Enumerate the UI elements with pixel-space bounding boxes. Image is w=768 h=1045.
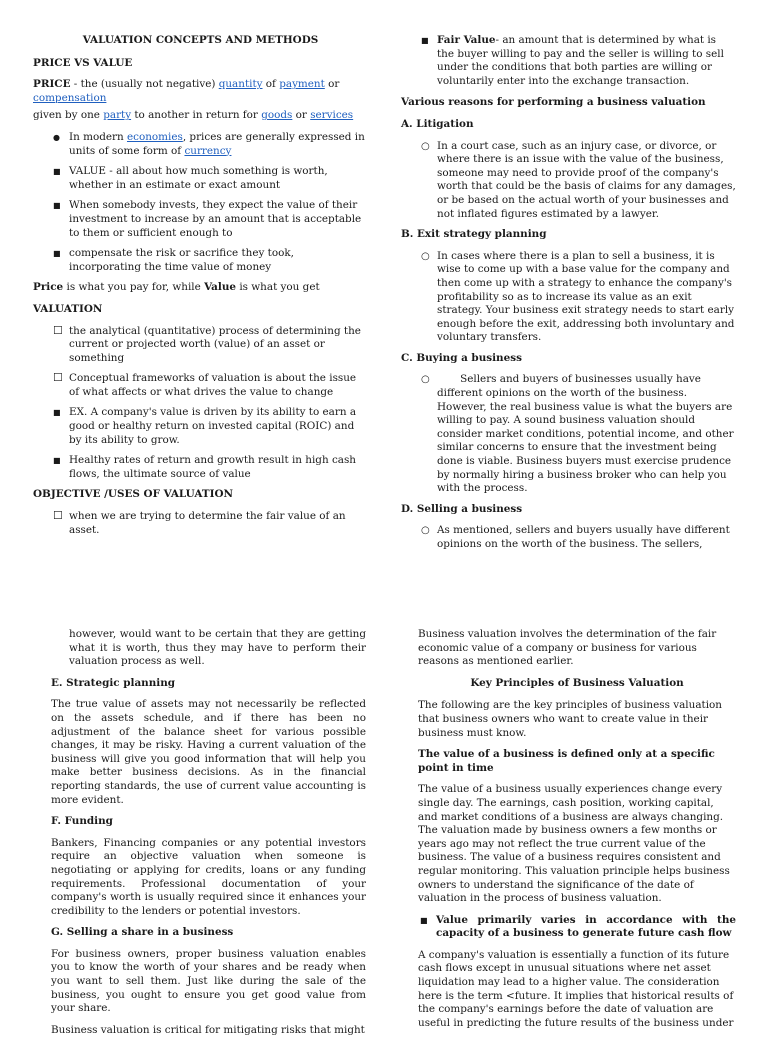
square-bullet-icon: ■ xyxy=(53,249,61,259)
principle-2-heading: ■ Value primarily varies in accordance with the capacity of a business to generate future cash flow xyxy=(420,913,736,940)
compensation-link[interactable]: compensation xyxy=(33,91,107,104)
list-item: ○ As mentioned, sellers and buyers usually have different opinions on the worth of the business. The sellers, xyxy=(421,524,730,550)
price-term: PRICE xyxy=(33,78,71,91)
principle-1-text: The value of a business usually experiences change every single day. The earnings, cash position, working capital, and market conditions of a business are always changing. The valuation made by business owners a few months or years ago may not reflect the true current value of the business. The value of a business requires consistent and regular monitoring. This valuation principle helps business owners to understand the significance of the date of valuation in the process of business valuation. xyxy=(418,783,730,905)
price-value-line: Price is what you pay for, while Value is what you get xyxy=(33,281,320,294)
square-bullet-icon: ■ xyxy=(421,36,429,45)
price-definition: PRICE - the (usually not negative) quantity of payment or compensation xyxy=(33,78,340,104)
list-item: ■ Fair Value- an amount that is determined by what is the buyer willing to pay and the seller is willing to sell under the conditions that both parties are willing or voluntarily enter into the exchange transaction. xyxy=(421,34,724,87)
economies-link[interactable]: economies xyxy=(126,130,183,143)
list-item: ☐ the analytical (quantitative) process of determining the current or projected worth (value) of an asset or something xyxy=(53,323,361,364)
page-2 xyxy=(0,610,768,1036)
section-c-list xyxy=(401,373,736,495)
doc-title: VALUATION CONCEPTS AND METHODS xyxy=(82,34,319,46)
principle-2-text: A company's valuation is essentially a function of its future cash flows except in unusual situations where net asset liquidation may lead to a higher value. The consideration here is the term <future. It implies that historical results of the company's earnings before the date of valuation are useful in predicting the future results of the business under xyxy=(418,948,734,1029)
square-bullet-icon: ■ xyxy=(53,167,61,177)
section-a-heading: A. Litigation xyxy=(401,117,474,130)
intro-text: Business valuation involves the determination of the fair economic value of a company or business for various reasons as mentioned earlier. xyxy=(418,628,717,668)
price-vs-value-heading: PRICE VS VALUE xyxy=(33,56,133,69)
section-e-heading: E. Strategic planning xyxy=(51,676,176,689)
page2-right-column xyxy=(418,628,736,1038)
list-item: ☐ Conceptual frameworks of valuation is about the issue of what affects or what drives the value to change xyxy=(53,371,357,398)
circle-bullet-icon: ○ xyxy=(421,140,430,152)
square-bullet-icon: ■ xyxy=(53,408,61,418)
list-item: ■ EX. A company's value is driven by its ability to earn a good or healthy return on invested capital (ROIC) and by its ability to grow. xyxy=(53,406,357,446)
list-item: ● In modern economies, prices are generally expressed in units of some form of currency xyxy=(53,130,365,157)
list-item: ○ Sellers and buyers of businesses usually have different opinions on the worth of the business. However, the real business value is what the buyers are willing to pay. A sound business valuation should consider market conditions, potential income, and other similar concerns to ensure that the investment being done is viable. Business buyers must exercise prudence by normally hiring a business broker who can help you with the process. xyxy=(421,373,737,495)
checkbox-bullet-icon: ☐ xyxy=(53,323,63,337)
partial-text: Business valuation is critical for mitigating risks that might xyxy=(51,1023,365,1036)
circle-bullet-icon: ○ xyxy=(421,374,430,386)
objective-heading: OBJECTIVE /USES OF VALUATION xyxy=(33,488,234,501)
reasons-heading: Various reasons for performing a business valuation xyxy=(401,96,706,109)
bullet-icon: ● xyxy=(53,132,60,142)
list-item: ○ In a court case, such as an injury case, or divorce, or where there is an issue with the value of the business, someone may need to provide proof of the company's worth that could be the basis of claims for any damages, or be based on the actual worth of your businesses and not inflated figures estimated by a lawyer. xyxy=(421,139,736,220)
section-d-list xyxy=(401,524,736,551)
section-b-heading: B. Exit strategy planning xyxy=(401,228,547,241)
fair-value-term: Fair Value xyxy=(437,34,496,46)
list-item: ☐ when we are trying to determine the fair value of an asset. xyxy=(53,509,346,536)
currency-link[interactable]: currency xyxy=(184,144,232,157)
objective-list xyxy=(33,510,368,537)
valuation-list xyxy=(33,325,368,482)
key-principles-title: Key Principles of Business Valuation xyxy=(470,676,684,689)
principle-1-heading: The value of a business is defined only at a specific point in time xyxy=(418,748,715,774)
square-bullet-icon: ■ xyxy=(420,914,428,925)
section-g-heading: G. Selling a share in a business xyxy=(51,926,234,939)
circle-bullet-icon: ○ xyxy=(421,250,430,262)
section-f-heading: F. Funding xyxy=(51,815,113,828)
fair-value-list xyxy=(401,34,736,88)
checkbox-bullet-icon: ☐ xyxy=(53,509,63,523)
list-item: ■ VALUE - all about how much something is worth, whether in an estimate or exact amount xyxy=(53,165,328,191)
given-line: given by one party to another in return for goods or services xyxy=(33,109,354,122)
square-bullet-icon: ■ xyxy=(53,456,61,466)
continued-text: however, would want to be certain that they are getting what it is worth, thus they may have to perform their valuation process as well. xyxy=(69,628,366,668)
list-item: ■ compensate the risk or sacrifice they took, incorporating the time value of money xyxy=(53,247,294,273)
services-link[interactable]: services xyxy=(310,109,354,122)
section-d-heading: D. Selling a business xyxy=(401,502,523,515)
section-f-text: Bankers, Financing companies or any potential investors require an objective valuation when someone is negotiating or applying for credits, loans or any funding requirements. Professional documentation of your company's worth is usually required since it enhances your credibility to the lenders or potential investors. xyxy=(51,836,366,917)
section-g-text: For business owners, proper business valuation enables you to know the worth of your shares and be ready when you want to sell them. Just like during the sale of the business, you ought to ensure you get good value from your share. xyxy=(51,947,366,1015)
payment-link[interactable]: payment xyxy=(279,78,325,91)
section-e-text: The true value of assets may not necessarily be reflected on the assets schedule, and if there has been no adjustment of the balance sheet for various possible changes, it may be risky. Having a current valuation of the business will give you good information that will help you make better business decisions. As in the financial reporting standards, the use of current value accounting is more evident. xyxy=(51,698,366,806)
key-intro-text: The following are the key principles of business valuation that business owners who want to create value in their business must know. xyxy=(418,699,722,739)
valuation-heading: VALUATION xyxy=(33,302,103,315)
circle-bullet-icon: ○ xyxy=(421,525,430,537)
section-a-list xyxy=(401,140,736,222)
party-link[interactable]: party xyxy=(103,109,132,122)
list-item: ○ In cases where there is a plan to sell a business, it is wise to come up with a base value for the company and then come up with a strategy to enhance the company's profitability so as to increase its value as an exit strategy. Your business exit strategy needs to start early enough before the exit, addressing both involuntary and voluntary transfers. xyxy=(421,249,735,344)
quantity-link[interactable]: quantity xyxy=(218,78,263,91)
section-c-heading: C. Buying a business xyxy=(401,351,522,364)
checkbox-bullet-icon: ☐ xyxy=(53,371,63,385)
list-item: ■ Healthy rates of return and growth result in high cash flows, the ultimate source of value xyxy=(53,454,356,480)
page2-left-column xyxy=(51,628,366,1045)
price-bullets xyxy=(33,131,368,274)
page1-left-column xyxy=(33,34,368,544)
list-item: ■ When somebody invests, they expect the value of their investment to increase by an amount that is acceptable to them or sufficient enough to xyxy=(53,199,362,239)
section-b-list xyxy=(401,250,736,345)
page1-right-column xyxy=(401,34,736,559)
goods-link[interactable]: goods xyxy=(261,109,293,122)
square-bullet-icon: ■ xyxy=(53,201,61,211)
